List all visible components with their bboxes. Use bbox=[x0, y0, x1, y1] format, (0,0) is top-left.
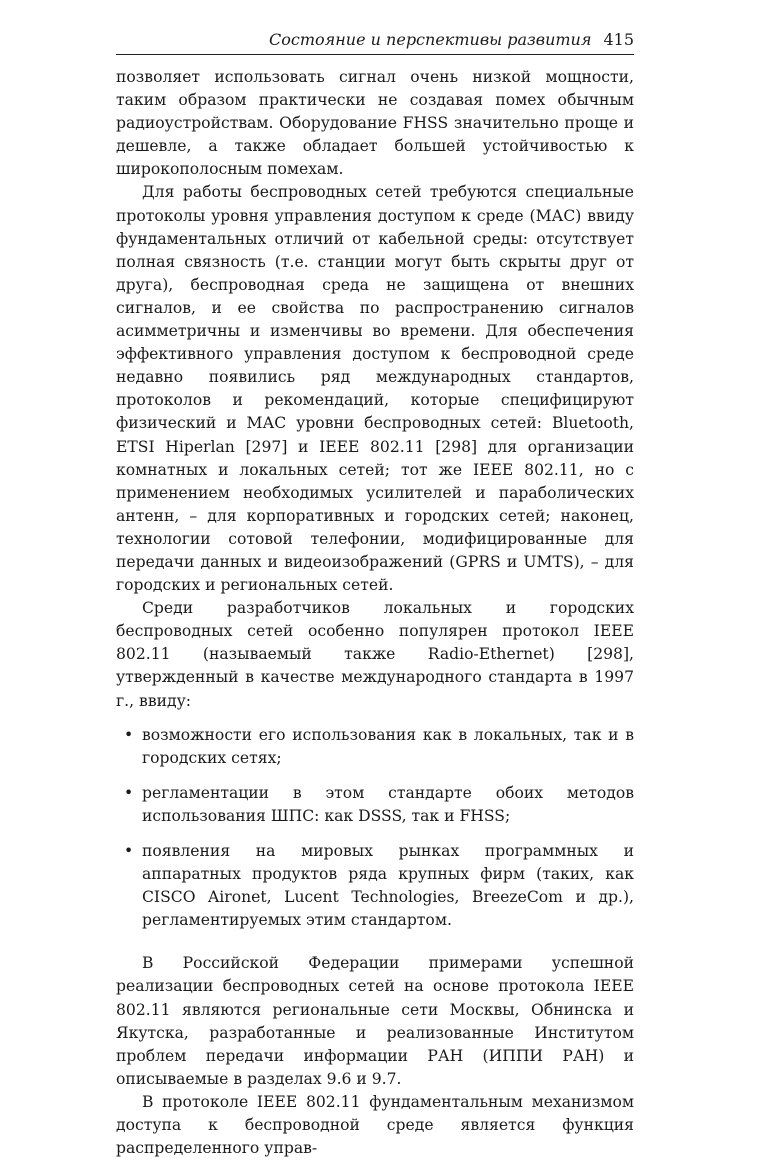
bullet-icon: • bbox=[124, 725, 134, 744]
book-page bbox=[116, 30, 634, 1160]
paragraph-continued: позволяет использовать сигнал очень низкой мощности, таким образом практически не создавая помех обычным радиоустройствам. Оборудование FHSS значительно проще и дешевле, а также обладает большей устойчивостью к широкополосным помехам. bbox=[116, 68, 634, 179]
list-item-text: появления на мировых рынках программных и аппаратных продуктов ряда крупных фирм (таких, как CISCO Aironet, Lucent Technologies, BreezeCom и др.), регламентируемых этим стандартом. bbox=[142, 842, 634, 930]
list-item bbox=[116, 724, 634, 770]
paragraph-russian-federation: В Российской Федерации примерами успешной реализации беспроводных сетей на основе протокола IEEE 802.11 являются региональные сети Москвы, Обнинска и Якутска, разработанные и реализованные Институтом проблем передачи информации РАН (ИППИ РАН) и описываемые в разделах 9.6 и 9.7. bbox=[116, 954, 634, 1088]
list-item bbox=[116, 840, 634, 932]
paragraph-ieee-80211: Среди разработчиков локальных и городских беспроводных сетей особенно популярен протокол IEEE 802.11 (называемый также Radio-Ethernet) [298], утвержденный в качестве международного стандарта в 1997 г., ввиду: bbox=[116, 599, 634, 710]
page-body bbox=[116, 66, 634, 1160]
paragraph-access-mechanism: В протоколе IEEE 802.11 фундаментальным механизмом доступа к беспроводной среде является функция распределенного управ- bbox=[116, 1092, 634, 1158]
bullet-icon: • bbox=[124, 783, 134, 802]
running-header bbox=[116, 30, 634, 55]
paragraph-mac-protocols: Для работы беспроводных сетей требуются специальные протоколы уровня управления доступом к среде (МАС) ввиду фундаментальных отличий от кабельной среды: отсутствует полная связность (т.е. станции могут быть скрыты друг от друга), беспроводная среда не защищена от внешних сигналов, и ее свойства по распространению сигналов асимметричны и изменчивы во времени. Для обеспечения эффективного управления доступом к беспроводной среде недавно появились ряд международных стандартов, протоколов и рекомендаций, которые специфицируют физический и МАС уровни беспроводных сетей: Bluetooth, ETSI Hiperlan [297] и IEEE 802.11 [298] для организации комнатных и локальных сетей; тот же IEEE 802.11, но с применением необходимых усилителей и параболических антенн, – для корпоративных и городских сетей; наконец, технологии сотовой телефонии, модифицированные для передачи данных и видеоизображений (GPRS и UMTS), – для городских и региональных сетей. bbox=[116, 183, 634, 595]
list-item bbox=[116, 782, 634, 828]
list-item-text: регламентации в этом стандарте обоих методов использования ШПС: как DSSS, так и FHSS; bbox=[142, 783, 634, 825]
page-number: 415 bbox=[603, 30, 634, 49]
running-title: Состояние и перспективы развития bbox=[269, 30, 592, 49]
bullet-icon: • bbox=[124, 842, 134, 860]
list-item-text: возможности его использования как в локальных, так и в городских сетях; bbox=[142, 725, 634, 767]
bullet-list bbox=[116, 724, 634, 933]
